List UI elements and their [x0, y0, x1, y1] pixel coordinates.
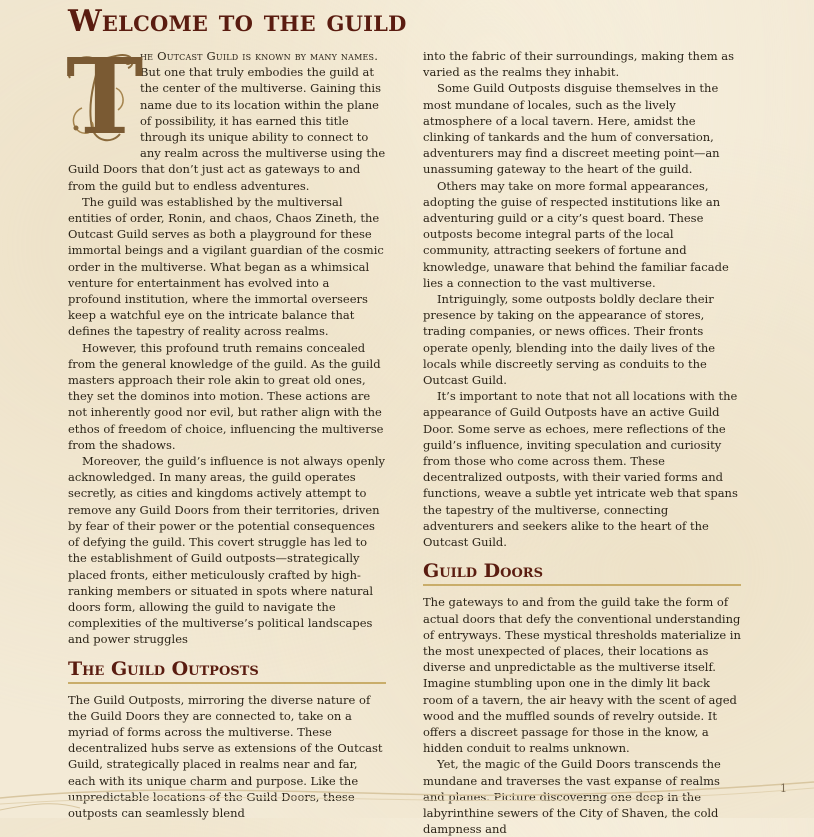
intro-lead: he Outcast Guild is known by many names. [140, 49, 379, 63]
section-heading-guild-outposts: The Guild Outposts [68, 658, 386, 684]
body-paragraph: Some Guild Outposts disguise themselves in the most mundane of locales, such as the lively atmosphere of a local tavern. Here, amidst the clinking of tankards and the hum of conversation, adventurers may find a discreet meeting point—an unassuming gateway to the heart of the guild. [423, 81, 720, 177]
body-paragraph: Moreover, the guild’s influence is not always openly acknowledged. In many areas, the guild operates secretly, as cities and kingdoms actively attempt to remove any Guild Doors from their territories, driven by fear of their power or the potential consequences of defying the guild. This covert struggle has led to the establishment of Guild outposts—strategically placed fronts, either meticulously crafted by high-ranking members or situated in spots where natural doors form, allowing the guild to navigate the complexities of the multiverse’s political landscapes and power struggles [68, 454, 386, 647]
page-title: Welcome to the guild [68, 4, 407, 39]
dropcap-ornament [62, 35, 144, 158]
body-paragraph: Intriguingly, some outposts boldly declare their presence by taking on the appearance of stores, trading companies, or news offices. Their fronts operate openly, blending into the daily lives of the locals while discreetly serving as conduits to the Outcast Guild. [423, 292, 716, 388]
dropcap-letter: T [66, 35, 144, 158]
body-paragraph: The gateways to and from the guild take the form of actual doors that defy the conventional understanding of entryways. These mystical thresholds materialize in the most unexpected of places, their locations as diverse and unpredictable as the multiverse itself. Imagine stumbling upon one in the dimly lit back room of a tavern, the air heavy with the scent of aged wood and the muffled sounds of revelry outside. It offers a discreet passage for those in the know, a hidden conduit to realms unknown. [423, 595, 741, 756]
body-paragraph: into the fabric of their surroundings, making them as varied as the realms they inhabit. [423, 49, 735, 80]
intro-body: But one that truly embodies the guild at the center of the multiverse. Gaining this name due to its location within the plane of possibility, it has earned this title through its unique ability to connect to any realm across the multiverse using the Guild Doors that don’t just act as gateways to and from the guild but to endless adventures. [68, 65, 386, 193]
body-paragraph: Yet, the magic of the Guild Doors transcends the mundane and traverses the vast expanse of realms and planes. Picture discovering one deep in the labyrinthine sewers of the City of Shaven, the cold dampness and [423, 757, 721, 837]
left-column [66, 35, 386, 821]
footer-flourish-icon [0, 768, 814, 818]
body-paragraph: Others may take on more formal appearances, adopting the guise of respected institutions like an adventuring guild or a city’s quest board. These outposts become integral parts of the local community, attracting seekers of fortune and knowledge, unaware that behind the familiar facade lies a connection to the vast multiverse. [423, 178, 729, 290]
right-column [423, 48, 741, 837]
body-paragraph: However, this profound truth remains concealed from the general knowledge of the guild. As the guild masters approach their role akin to great old ones, they set the dominos into motion. These actions are not inherently good nor evil, but rather align with the ethos of freedom of choice, influencing the multiverse from the shadows. [68, 340, 384, 452]
intro-paragraph [66, 35, 386, 194]
section-heading-guild-doors: Guild Doors [423, 560, 741, 586]
page-number: 1 [780, 782, 787, 795]
body-paragraph: The guild was established by the multiversal entities of order, Ronin, and chaos, Chaos Zineth, the Outcast Guild serves as both a playground for these immortal beings and a vigilant guardian of the cosmic order in the multiverse. What began as a whimsical venture for entertainment has evolved into a profound institution, where the immortal overseers keep a watchful eye on the intricate balance that defines the tapestry of reality across realms. [68, 194, 384, 339]
body-paragraph: The Guild Outposts, mirroring the diverse nature of the Guild Doors they are connected to, take on a myriad of forms across the multiverse. These decentralized hubs serve as extensions of the Outcast Guild, strategically placed in realms near and far, each with its unique charm and purpose. Like the unpredictable locations of the Guild Doors, these outposts can seamlessly blend [68, 692, 383, 820]
footer-ornament [0, 768, 814, 818]
body-paragraph: It’s important to note that not all locations with the appearance of Guild Outposts have an active Guild Door. Some serve as echoes, mere reflections of the guild’s influence, inviting speculation and curiosity from those who come across them. These decentralized outposts, with their varied forms and functions, weave a subtle yet intricate web that spans the tapestry of the multiverse, connecting adventurers and seekers alike to the heart of the Outcast Guild. [423, 389, 738, 550]
